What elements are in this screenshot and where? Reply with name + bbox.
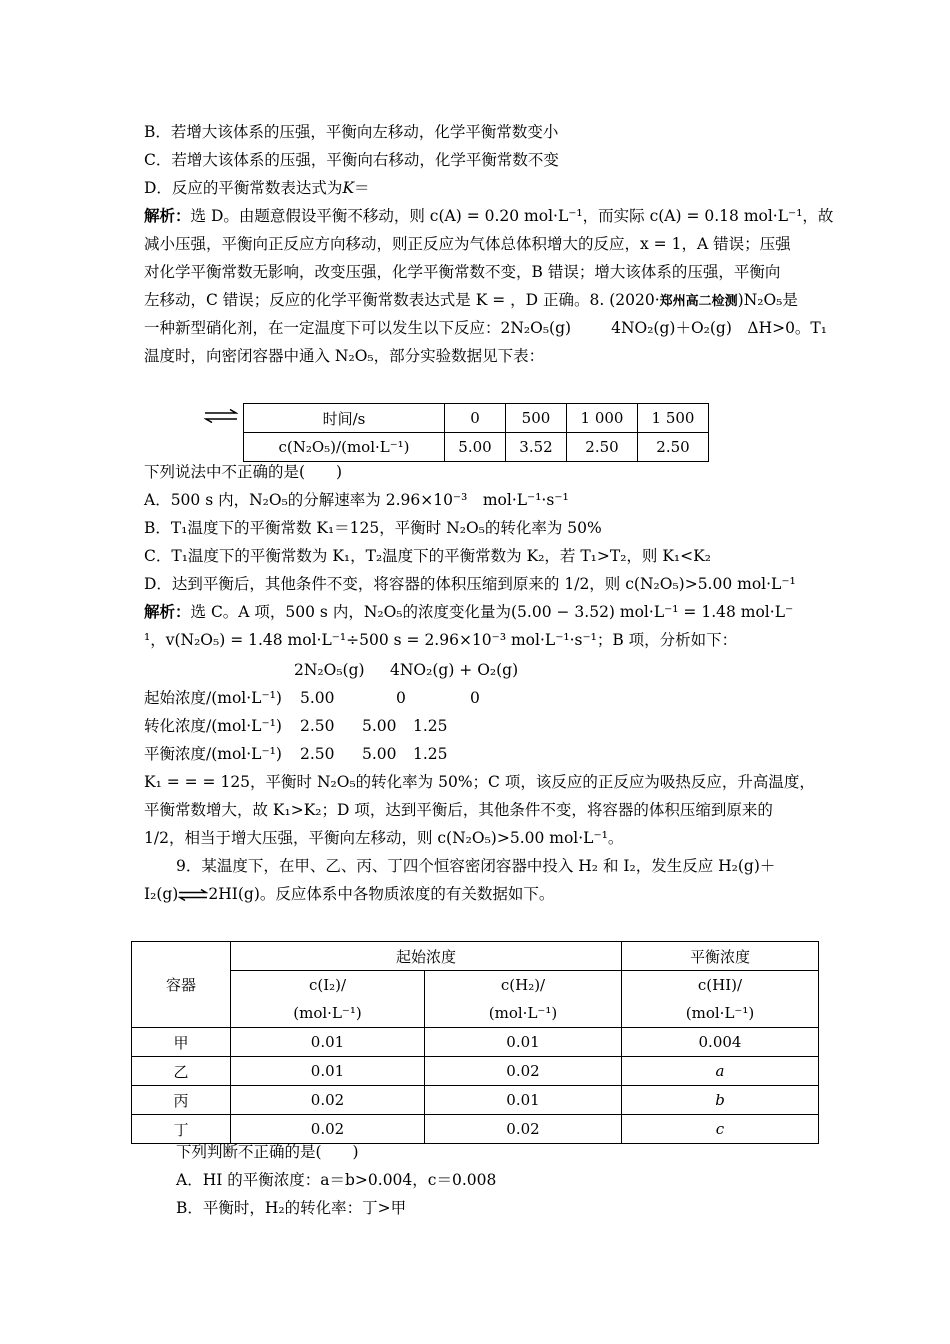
table-cell: 500 [506,404,567,433]
q7-option-c: C．若增大该体系的压强，平衡向右移动，化学平衡常数不变 [144,151,559,169]
calc-row-value: 5.00 [362,717,397,735]
equilibrium-arrow-icon [178,889,208,901]
calc-row-label: 转化浓度/(mol·L⁻¹) [144,717,282,735]
calc-row-value: 0 [396,689,406,707]
table-row [132,971,819,1000]
q8-analysis-line2: ¹，v(N₂O₅) = 1.48 mol·L⁻¹÷500 s = 2.96×10⁻³ mol·L⁻¹·s⁻¹；B 项，分析如下： [144,631,738,649]
table-header-container: 容器 [132,942,231,1028]
q7-analysis-line2: 减小压强，平衡向正反应方向移动，则正反应为气体总体积增大的反应，x = 1，A 错误；压强 [144,235,791,253]
table-header-equilibrium: 平衡浓度 [622,942,819,971]
table-cell: c(N₂O₅)/(mol·L⁻¹) [244,433,445,462]
q7-analysis-line4: 左移动，C 错误；反应的化学平衡常数表达式是 K = ，D 正确。8. (2020·郑州高二检测)N₂O₅是 [144,291,798,309]
table-cell: 0.02 [425,1115,622,1144]
table-cell: 丙 [132,1086,231,1115]
table-row [132,1028,819,1057]
q9-intro-line2: I₂(g) 2HI(g)。反应体系中各物质浓度的有关数据如下。 [144,885,555,903]
table-cell: 5.00 [445,433,506,462]
calc-row-value: 1.25 [413,717,448,735]
calc-row-value: 0 [470,689,480,707]
table-cell: 0.01 [231,1057,425,1086]
q8-intro-line2: 温度时，向密闭容器中通入 N₂O₅，部分实验数据见下表： [144,347,545,365]
q9-option-b: B．平衡时，H₂的转化率：丁>甲 [176,1199,407,1217]
q8-intro-line1: 一种新型硝化剂，在一定温度下可以发生以下反应：2N₂O₅(g) 4NO₂(g)＋O₂(g) ΔH>0。T₁ [144,319,827,337]
table-cell: 0.02 [231,1086,425,1115]
q7-option-d: D．反应的平衡常数表达式为K＝ [144,179,370,197]
table-cell: 甲 [132,1028,231,1057]
table-cell: 1 000 [567,404,638,433]
q8-option-c: C．T₁温度下的平衡常数为 K₁，T₂温度下的平衡常数为 K₂，若 T₁>T₂，则 K₁<K₂ [144,547,711,565]
table-row [132,942,819,971]
calc-row-label: 起始浓度/(mol·L⁻¹) [144,689,282,707]
equilibrium-arrow-icon [204,408,238,427]
q8-eq-left: 2N₂O₅(g) [294,661,365,679]
table-header-h2: c(H₂)/ [425,971,622,1000]
q9-option-a: A．HI 的平衡浓度：a＝b>0.004，c＝0.008 [176,1171,497,1189]
table-row [244,404,709,433]
table-cell: 1 500 [638,404,709,433]
table-header-initial: 起始浓度 [231,942,622,971]
table-cell: c [622,1115,819,1144]
q9-data-table [131,941,819,1144]
table-cell: 0.004 [622,1028,819,1057]
table-row [132,1057,819,1086]
table-cell: 0.01 [231,1028,425,1057]
table-cell: 3.52 [506,433,567,462]
table-row [132,1115,819,1144]
q9-question: 下列判断不正确的是( ) [176,1143,359,1161]
table-cell: 2.50 [638,433,709,462]
q8-data-table [243,403,709,462]
q8-question: 下列说法中不正确的是( ) [144,463,343,481]
table-cell: a [622,1057,819,1086]
q8-analysis-line3: K₁ = = = 125，平衡时 N₂O₅的转化率为 50%；C 项，该反应的正反应为吸热反应，升高温度， [144,773,815,791]
table-header-unit: (mol·L⁻¹) [425,999,622,1028]
table-header-hi: c(HI)/ [622,971,819,1000]
calc-row-value: 5.00 [362,745,397,763]
calc-row-value: 2.50 [300,717,335,735]
source-tag: 郑州高二检测 [659,294,738,309]
table-header-unit: (mol·L⁻¹) [622,999,819,1028]
calc-row-label: 平衡浓度/(mol·L⁻¹) [144,745,282,763]
q8-analysis-line4: 平衡常数增大，故 K₁>K₂；D 项，达到平衡后，其他条件不变，将容器的体积压缩到原来的 [144,801,773,819]
q8-analysis-line5: 1/2，相当于增大压强，平衡向左移动，则 c(N₂O₅)>5.00 mol·L⁻¹。 [144,829,624,847]
table-cell: 0.02 [231,1115,425,1144]
table-row [132,999,819,1028]
table-cell: 0.01 [425,1028,622,1057]
q7-option-b: B．若增大该体系的压强，平衡向左移动，化学平衡常数变小 [144,123,559,141]
calc-row-value: 5.00 [300,689,335,707]
table-cell: 时间/s [244,404,445,433]
table-cell: 0 [445,404,506,433]
table-cell: 0.02 [425,1057,622,1086]
table-header-i2: c(I₂)/ [231,971,425,1000]
q9-intro-line1: 9．某温度下，在甲、乙、丙、丁四个恒容密闭容器中投入 H₂ 和 I₂，发生反应 H₂(g)＋ [176,857,776,875]
q7-analysis-line3: 对化学平衡常数无影响，改变压强，化学平衡常数不变，B 错误；增大该体系的压强，平衡向 [144,263,781,281]
table-cell: 乙 [132,1057,231,1086]
q8-option-b: B．T₁温度下的平衡常数 K₁＝125，平衡时 N₂O₅的转化率为 50% [144,519,602,537]
table-cell: b [622,1086,819,1115]
table-cell: 丁 [132,1115,231,1144]
q8-option-a: A．500 s 内，N₂O₅的分解速率为 2.96×10⁻³ mol·L⁻¹·s⁻¹ [144,491,569,509]
calc-row-value: 2.50 [300,745,335,763]
q7-analysis-line1: 解析：选 D。由题意假设平衡不移动，则 c(A) = 0.20 mol·L⁻¹，而实际 c(A) = 0.18 mol·L⁻¹，故 [144,206,834,225]
table-row [132,1086,819,1115]
q8-analysis-line1: 解析：选 C。A 项，500 s 内，N₂O₅的浓度变化量为(5.00 − 3.52) mol·L⁻¹ = 1.48 mol·L⁻ [144,602,794,621]
calc-row-value: 1.25 [413,745,448,763]
table-header-unit: (mol·L⁻¹) [231,999,425,1028]
q8-option-d: D．达到平衡后，其他条件不变，将容器的体积压缩到原来的 1/2，则 c(N₂O₅)>5.00 mol·L⁻¹ [144,575,796,593]
table-row [244,433,709,462]
table-cell: 2.50 [567,433,638,462]
q8-eq-right: 4NO₂(g) + O₂(g) [390,661,519,679]
table-cell: 0.01 [425,1086,622,1115]
